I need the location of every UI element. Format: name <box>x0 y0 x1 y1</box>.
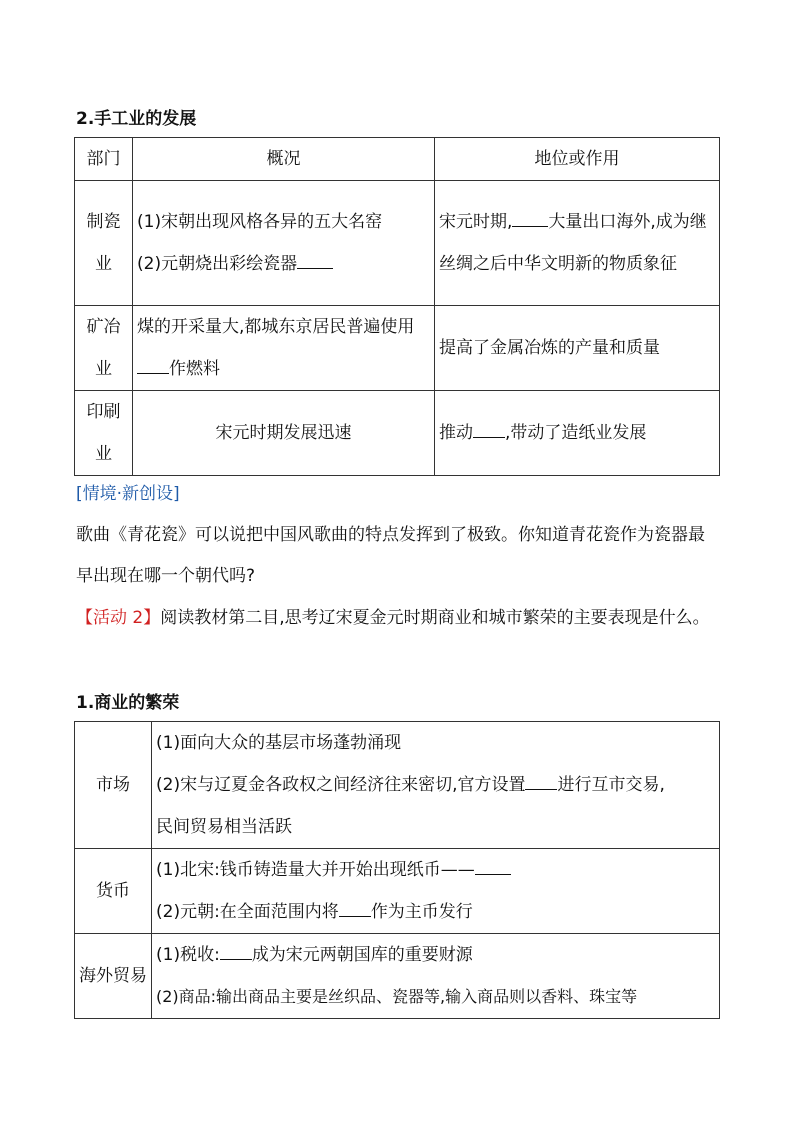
fill-blank[interactable] <box>297 251 333 269</box>
porcelain-overview <box>133 181 435 306</box>
market-line3: 民间贸易相当活跃 <box>156 817 292 837</box>
handicraft-table <box>74 137 720 476</box>
situation-text: 歌曲《青花瓷》可以说把中国风歌曲的特点发挥到了极致。你知道青花瓷作为瓷器最早出现在哪一个朝代吗? <box>76 525 705 586</box>
fill-blank[interactable] <box>220 942 252 960</box>
overseas-content <box>152 934 720 1019</box>
currency-line2-post: 作为主币发行 <box>370 902 473 922</box>
porcelain-overview-line2-text: (2)元朝烧出彩绘瓷器 <box>137 254 298 274</box>
section-heading-handicraft: 2.手工业的发展 <box>76 109 197 129</box>
printing-role-post: ,带动了造纸业发展 <box>505 423 647 443</box>
market-line2 <box>156 764 715 806</box>
printing-overview: 宋元时期发展迅速 <box>133 391 435 476</box>
overseas-line2: (2)商品:输出商品主要是丝织品、瓷器等,输入商品则以香料、珠宝等 <box>156 987 638 1006</box>
mining-overview-pre: 煤的开采量大,都城东京居民普遍使用 <box>137 317 415 337</box>
porcelain-role <box>435 181 720 306</box>
header-overview: 概况 <box>133 138 435 181</box>
section-heading-commerce: 1.商业的繁荣 <box>76 693 180 713</box>
market-content <box>152 722 720 849</box>
situation-tag: [情境·新创设] <box>76 484 180 504</box>
market-line2-post: 进行互市交易, <box>557 775 665 795</box>
label-market: 市场 <box>75 722 152 849</box>
header-role: 地位或作用 <box>435 138 720 181</box>
porcelain-overview-line2 <box>137 243 430 285</box>
fill-blank[interactable] <box>512 209 548 227</box>
activity-block <box>76 598 718 639</box>
printing-role <box>435 391 720 476</box>
activity-tag: 【活动 2】 <box>76 608 161 628</box>
dept-porcelain: 制瓷业 <box>75 181 133 306</box>
mining-role: 提高了金属冶炼的产量和质量 <box>435 306 720 391</box>
header-dept: 部门 <box>75 138 133 181</box>
overseas-line1 <box>156 934 715 976</box>
porcelain-role-post: 大量出口海外,成为继丝绸之后中华文明新的物质象征 <box>439 212 707 274</box>
dept-mining: 矿冶业 <box>75 306 133 391</box>
label-currency: 货币 <box>75 849 152 934</box>
label-overseas-trade: 海外贸易 <box>75 934 152 1019</box>
market-line2-pre: (2)宋与辽夏金各政权之间经济往来密切,官方设置 <box>156 775 526 795</box>
mining-overview <box>133 306 435 391</box>
printing-role-pre: 推动 <box>439 423 473 443</box>
porcelain-overview-line1: (1)宋朝出现风格各异的五大名窑 <box>137 212 383 232</box>
mining-overview-post: 作燃料 <box>169 359 220 379</box>
situation-block <box>76 474 718 597</box>
fill-blank[interactable] <box>525 772 557 790</box>
currency-line2 <box>156 891 715 933</box>
market-line1: (1)面向大众的基层市场蓬勃涌现 <box>156 733 402 753</box>
commerce-table <box>74 721 720 1019</box>
fill-blank[interactable] <box>339 899 371 917</box>
fill-blank[interactable] <box>475 857 511 875</box>
currency-content <box>152 849 720 934</box>
activity-text: 阅读教材第二目,思考辽宋夏金元时期商业和城市繁荣的主要表现是什么。 <box>160 608 710 628</box>
overseas-line1-pre: (1)税收: <box>156 945 220 965</box>
porcelain-role-pre: 宋元时期, <box>439 212 513 232</box>
overseas-line1-post: 成为宋元两朝国库的重要财源 <box>251 945 473 965</box>
currency-line2-pre: (2)元朝:在全面范围内将 <box>156 902 339 922</box>
fill-blank[interactable] <box>473 420 505 438</box>
currency-line1 <box>156 849 715 891</box>
currency-line1-pre: (1)北宋:钱币铸造量大并开始出现纸币—— <box>156 860 475 880</box>
dept-printing: 印刷业 <box>75 391 133 476</box>
fill-blank[interactable] <box>137 356 169 374</box>
